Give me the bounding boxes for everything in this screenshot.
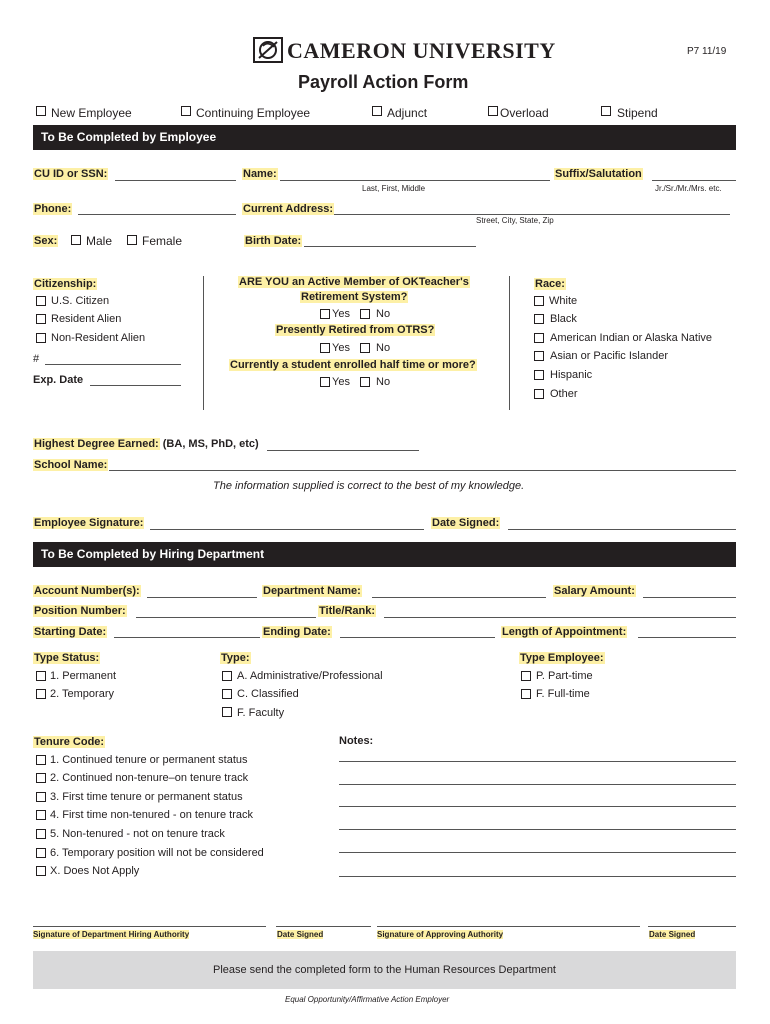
notes-line-4[interactable]: [339, 829, 736, 830]
otrs-q2-yes-label: Yes: [332, 342, 350, 354]
tenure-2-label: 2. Continued non-tenure–on tenure track: [50, 772, 249, 784]
hiring-authority-signature-label: Signature of Department Hiring Authority: [33, 930, 190, 939]
adjunct-label: Adjunct: [387, 106, 428, 120]
permanent-label: 1. Permanent: [50, 670, 117, 682]
race-native-label: American Indian or Alaska Native: [550, 332, 713, 344]
employee-signature-field[interactable]: [150, 529, 424, 530]
part-time-checkbox[interactable]: [521, 671, 531, 681]
otrs-q1-no-label: No: [376, 308, 391, 320]
cuid-label: CU ID or SSN:: [34, 168, 108, 180]
start-date-field[interactable]: [114, 637, 260, 638]
divider-left: [203, 276, 204, 410]
name-label: Name:: [243, 168, 277, 180]
employee-signature-label: Employee Signature:: [34, 517, 144, 529]
race-native-checkbox[interactable]: [534, 333, 544, 343]
length-label: Length of Appointment:: [502, 626, 627, 638]
cuid-field[interactable]: [115, 180, 236, 181]
tenure-1-label: 1. Continued tenure or permanent status: [50, 754, 248, 766]
race-black-checkbox[interactable]: [534, 314, 544, 324]
name-field[interactable]: [280, 180, 550, 181]
permanent-checkbox[interactable]: [36, 671, 46, 681]
school-field[interactable]: [109, 470, 736, 471]
hiring-date-label: Date Signed: [277, 930, 324, 939]
account-label: Account Number(s):: [34, 585, 140, 597]
hiring-authority-signature-field[interactable]: [33, 926, 266, 927]
new-employee-label: New Employee: [51, 106, 132, 120]
exp-date-field[interactable]: [90, 385, 181, 386]
part-time-label: P. Part-time: [536, 670, 593, 682]
tenure-x-label: X. Does Not Apply: [50, 865, 140, 877]
tenure-6-label: 6. Temporary position will not be considered: [50, 847, 264, 859]
type-status-label: Type Status:: [34, 652, 100, 664]
female-checkbox[interactable]: [127, 235, 137, 245]
address-label: Current Address:: [243, 203, 334, 215]
tenure-3-checkbox[interactable]: [36, 792, 46, 802]
tenure-4-label: 4. First time non-tenured - on tenure track: [50, 809, 253, 821]
title-rank-field[interactable]: [384, 617, 736, 618]
otrs-q1-line2: Retirement System?: [301, 291, 408, 303]
divider-right: [509, 276, 510, 410]
submission-instruction: Please send the completed form to the Human Resources Department: [33, 951, 736, 989]
section-employee-header: To Be Completed by Employee: [33, 125, 736, 150]
race-other-label: Other: [550, 388, 578, 400]
otrs-q1-no-checkbox[interactable]: [360, 309, 370, 319]
otrs-q2-label: Presently Retired from OTRS?: [276, 324, 435, 336]
tenure-2-checkbox[interactable]: [36, 773, 46, 783]
type-faculty-checkbox[interactable]: [222, 707, 232, 717]
stipend-checkbox[interactable]: [601, 106, 611, 116]
otrs-q2-yes-checkbox[interactable]: [320, 343, 330, 353]
notes-line-1[interactable]: [339, 761, 736, 762]
salary-label: Salary Amount:: [554, 585, 635, 597]
full-time-checkbox[interactable]: [521, 689, 531, 699]
notes-line-3[interactable]: [339, 806, 736, 807]
notes-label: Notes:: [339, 735, 374, 747]
otrs-q3-yes-label: Yes: [332, 376, 350, 388]
type-admin-label: A. Administrative/Professional: [237, 670, 383, 682]
us-citizen-checkbox[interactable]: [36, 296, 46, 306]
date-signed-field[interactable]: [508, 529, 736, 530]
suffix-label: Suffix/Salutation: [555, 168, 642, 180]
female-label: Female: [142, 234, 183, 248]
university-logo: [253, 37, 283, 63]
tenure-4-checkbox[interactable]: [36, 810, 46, 820]
notes-line-2[interactable]: [339, 784, 736, 785]
adjunct-checkbox[interactable]: [372, 106, 382, 116]
birth-date-field[interactable]: [304, 246, 476, 247]
suffix-hint: Jr./Sr./Mr./Mrs. etc.: [655, 184, 722, 193]
date-signed-label: Date Signed:: [432, 517, 500, 529]
logo-icon: [253, 37, 283, 63]
race-asian-label: Asian or Pacific Islander: [550, 350, 668, 362]
continuing-employee-label: Continuing Employee: [196, 106, 311, 120]
department-label: Department Name:: [263, 585, 361, 597]
race-label: Race:: [535, 278, 565, 290]
non-resident-alien-label: Non-Resident Alien: [51, 332, 146, 344]
eoe-statement: Equal Opportunity/Affirmative Action Employer: [285, 995, 450, 1004]
certification-statement: The information supplied is correct to the best of my knowledge.: [213, 480, 525, 492]
race-white-label: White: [549, 295, 578, 307]
position-field[interactable]: [136, 617, 316, 618]
otrs-q2-no-checkbox[interactable]: [360, 343, 370, 353]
otrs-q3-label: Currently a student enrolled half time or more?: [230, 359, 476, 371]
tenure-label: Tenure Code:: [34, 736, 105, 748]
department-field[interactable]: [372, 597, 546, 598]
address-hint: Street, City, State, Zip: [476, 216, 554, 225]
suffix-field[interactable]: [652, 180, 736, 181]
non-resident-alien-checkbox[interactable]: [36, 333, 46, 343]
salary-field[interactable]: [643, 597, 736, 598]
tenure-5-label: 5. Non-tenured - not on tenure track: [50, 828, 225, 840]
full-time-label: F. Full-time: [536, 688, 590, 700]
tenure-5-checkbox[interactable]: [36, 829, 46, 839]
tenure-x-checkbox[interactable]: [36, 866, 46, 876]
end-date-field[interactable]: [340, 637, 495, 638]
degree-field[interactable]: [267, 450, 419, 451]
type-employee-label: Type Employee:: [520, 652, 604, 664]
otrs-q1-yes-label: Yes: [332, 308, 350, 320]
type-classified-checkbox[interactable]: [222, 689, 232, 699]
form-code: P7 11/19: [687, 46, 727, 57]
male-checkbox[interactable]: [71, 235, 81, 245]
notes-line-6[interactable]: [339, 876, 736, 877]
page-title: Payroll Action Form: [298, 72, 469, 92]
tenure-6-checkbox[interactable]: [36, 848, 46, 858]
us-citizen-label: U.S. Citizen: [51, 295, 110, 307]
type-classified-label: C. Classified: [237, 688, 299, 700]
length-field[interactable]: [638, 637, 736, 638]
new-employee-checkbox[interactable]: [36, 106, 46, 116]
temporary-checkbox[interactable]: [36, 689, 46, 699]
name-hint: Last, First, Middle: [362, 184, 426, 193]
temporary-label: 2. Temporary: [50, 688, 114, 700]
visa-number-label: #: [33, 353, 40, 365]
degree-hint: (BA, MS, PhD, etc): [162, 438, 259, 450]
position-label: Position Number:: [34, 605, 126, 617]
title-rank-label: Title/Rank:: [319, 605, 376, 617]
otrs-q1-yes-checkbox[interactable]: [320, 309, 330, 319]
exp-date-label: Exp. Date: [33, 374, 84, 386]
type-label: Type:: [221, 652, 250, 664]
sex-label: Sex:: [34, 235, 58, 247]
account-field[interactable]: [147, 597, 257, 598]
phone-label: Phone:: [34, 203, 72, 215]
race-hispanic-checkbox[interactable]: [534, 370, 544, 380]
otrs-q3-no-checkbox[interactable]: [360, 377, 370, 387]
overload-checkbox[interactable]: [488, 106, 498, 116]
resident-alien-label: Resident Alien: [51, 313, 122, 325]
approving-date-field[interactable]: [648, 926, 736, 927]
phone-field[interactable]: [78, 214, 236, 215]
end-date-label: Ending Date:: [263, 626, 331, 638]
birth-date-label: Birth Date:: [245, 235, 302, 247]
school-label: School Name:: [34, 459, 108, 471]
overload-label: Overload: [500, 106, 549, 120]
continuing-employee-checkbox[interactable]: [181, 106, 191, 116]
type-faculty-label: F. Faculty: [237, 707, 285, 719]
degree-label: Highest Degree Earned:: [34, 438, 159, 450]
approving-authority-signature-label: Signature of Approving Authority: [377, 930, 504, 939]
start-date-label: Starting Date:: [34, 626, 107, 638]
otrs-q3-no-label: No: [376, 376, 391, 388]
resident-alien-checkbox[interactable]: [36, 314, 46, 324]
race-hispanic-label: Hispanic: [550, 369, 593, 381]
race-other-checkbox[interactable]: [534, 389, 544, 399]
tenure-3-label: 3. First time tenure or permanent status: [50, 791, 243, 803]
section-hiring-header: To Be Completed by Hiring Department: [33, 542, 736, 567]
university-name: CAMERON UNIVERSITY: [287, 38, 556, 63]
race-black-label: Black: [550, 313, 577, 325]
notes-line-5[interactable]: [339, 852, 736, 853]
approving-authority-signature-field[interactable]: [377, 926, 640, 927]
visa-number-field[interactable]: [45, 364, 181, 365]
type-admin-checkbox[interactable]: [222, 671, 232, 681]
race-asian-checkbox[interactable]: [534, 351, 544, 361]
otrs-q3-yes-checkbox[interactable]: [320, 377, 330, 387]
male-label: Male: [86, 234, 113, 248]
address-field[interactable]: [334, 214, 730, 215]
otrs-q2-no-label: No: [376, 342, 391, 354]
citizenship-label: Citizenship:: [34, 278, 97, 290]
approving-date-label: Date Signed: [649, 930, 696, 939]
degree-row: [33, 438, 259, 450]
otrs-q1-line1: ARE YOU an Active Member of OKTeacher's: [239, 276, 469, 288]
hiring-date-field[interactable]: [276, 926, 371, 927]
race-white-checkbox[interactable]: [534, 296, 544, 306]
stipend-label: Stipend: [617, 106, 658, 120]
tenure-1-checkbox[interactable]: [36, 755, 46, 765]
